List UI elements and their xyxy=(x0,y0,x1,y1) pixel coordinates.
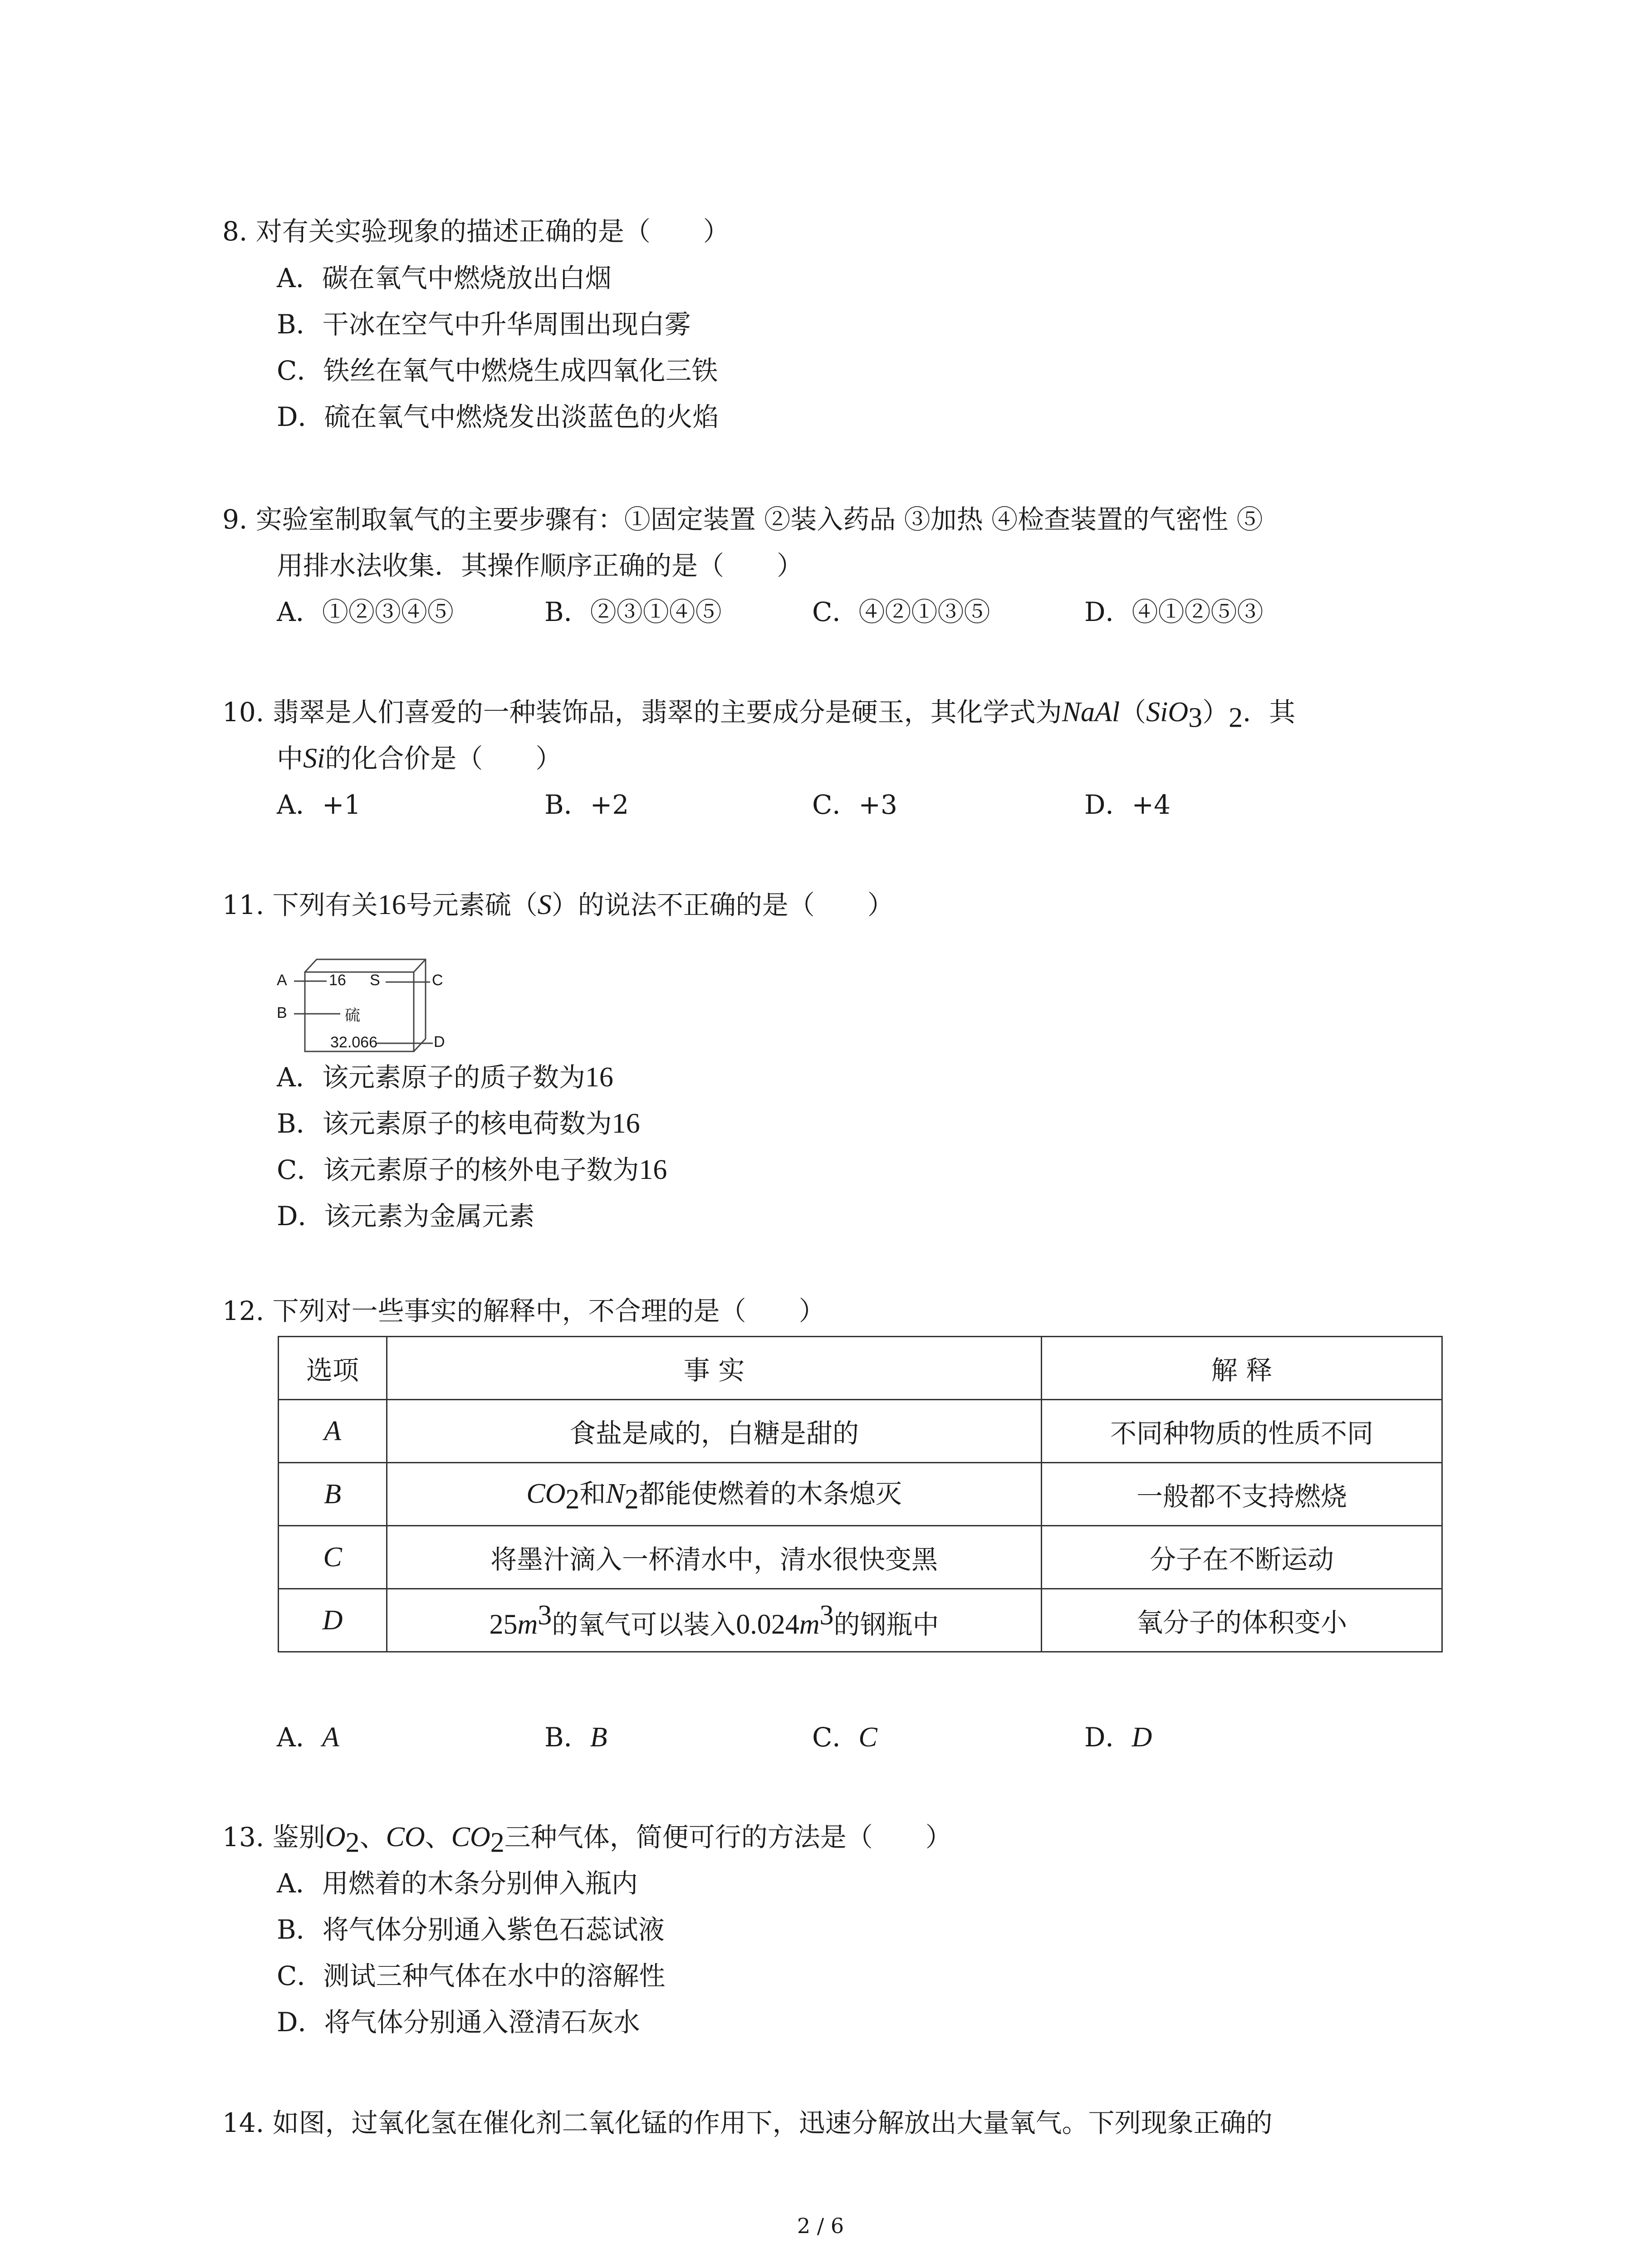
fact-co2: CO xyxy=(526,1478,566,1510)
q10-formula-sub: 2 xyxy=(1229,702,1243,733)
element-label-a: A xyxy=(277,972,287,989)
q9-stem-line1: 9. 实验室制取氧气的主要步骤有：①固定装置 ②装入药品 ③加热 ④检查装置的气密性 ⑤ xyxy=(222,504,1263,535)
q10-stem-line2 xyxy=(277,743,562,774)
fact-m-sup: 3 xyxy=(538,1599,552,1631)
header-fact: 事 实 xyxy=(387,1337,1042,1400)
fact-0024: 0.024 xyxy=(736,1609,799,1640)
row-fact: 食盐是咸的，白糖是甜的 xyxy=(387,1400,1042,1463)
q12-option-a xyxy=(277,1721,339,1753)
q13-option-a: A．用燃着的木条分别伸入瓶内 xyxy=(277,1868,638,1899)
q13-stem-post: 三种气体，简便可行的方法是（ ） xyxy=(504,1822,952,1853)
element-mass: 32.066 xyxy=(330,1034,377,1051)
q10-paren-open: （ xyxy=(1120,697,1146,728)
q11-option-a xyxy=(277,1061,613,1093)
row-explanation: 不同种物质的性质不同 xyxy=(1042,1400,1442,1463)
fact-m2-sup: 3 xyxy=(819,1599,834,1631)
q10-formula-inner: SiO xyxy=(1146,697,1189,728)
q11-option-b-num: 16 xyxy=(612,1108,640,1139)
q13-gas-co2-sub: 2 xyxy=(490,1827,505,1858)
row-option: D xyxy=(279,1589,387,1652)
q8-option-d: D．硫在氧气中燃烧发出淡蓝色的火焰 xyxy=(277,401,719,432)
fact-n2-sub: 2 xyxy=(624,1484,639,1515)
row-explanation: 分子在不断运动 xyxy=(1042,1526,1442,1589)
q11-option-a-num: 16 xyxy=(585,1062,613,1093)
element-symbol: S xyxy=(370,972,380,989)
q11-stem-pre: 11. 下列有关 xyxy=(222,890,378,920)
q13-option-d: D．将气体分别通入澄清石灰水 xyxy=(277,2007,640,2038)
row-explanation: 氧分子的体积变小 xyxy=(1042,1589,1442,1652)
element-label-b: B xyxy=(277,1004,287,1022)
facts-table xyxy=(278,1336,1443,1652)
row-option: C xyxy=(279,1526,387,1589)
table-header-row xyxy=(279,1337,1442,1400)
q10-line2-pre: 中 xyxy=(277,743,304,774)
q10-line2-element: Si xyxy=(303,743,325,774)
element-atomic-number: 16 xyxy=(329,972,346,989)
q10-option-d: D．+4 xyxy=(1084,789,1171,820)
row-fact: 将墨汁滴入一杯清水中，清水很快变黑 xyxy=(387,1526,1042,1589)
table-row xyxy=(279,1400,1442,1463)
q10-stem-end: ．其 xyxy=(1243,697,1296,728)
table-row xyxy=(279,1526,1442,1589)
q13-gas-co2: CO xyxy=(451,1822,490,1853)
q9-option-c: C．④②①③⑤ xyxy=(812,596,990,627)
q11-option-b-text: B．该元素原子的核电荷数为 xyxy=(277,1108,612,1139)
row-option: A xyxy=(279,1400,387,1463)
q11-stem-num: 16 xyxy=(377,890,406,920)
q12-option-b xyxy=(544,1721,607,1753)
q8-option-c: C．铁丝在氧气中燃烧生成四氧化三铁 xyxy=(277,355,718,386)
q8-option-b: B．干冰在空气中升华周围出现白雾 xyxy=(277,309,691,340)
q12-stem: 12. 下列对一些事实的解释中，不合理的是（ ） xyxy=(222,1295,825,1326)
q11-stem-element: S xyxy=(537,890,552,920)
q11-option-b xyxy=(277,1108,640,1139)
q12-option-b-value: B xyxy=(590,1722,607,1753)
q10-line2-post: 的化合价是（ ） xyxy=(325,743,562,774)
q13-option-b: B．将气体分别通入紫色石蕊试液 xyxy=(277,1914,665,1945)
q13-stem-pre: 13. 鉴别 xyxy=(222,1822,325,1853)
q10-stem-text: 10. 翡翠是人们喜爱的一种装饰品，翡翠的主要成分是硬玉，其化学式为 xyxy=(222,697,1062,728)
fact-mid: 的氧气可以装入 xyxy=(552,1609,736,1640)
q9-option-a: A．①②③④⑤ xyxy=(277,596,454,627)
q12-option-c xyxy=(812,1721,877,1753)
row-option: B xyxy=(279,1463,387,1526)
q11-option-d-text: D．该元素为金属元素 xyxy=(277,1201,535,1232)
q8-option-a: A．碳在氧气中燃烧放出白烟 xyxy=(277,263,612,293)
element-card-figure xyxy=(277,955,445,1055)
row-explanation: 一般都不支持燃烧 xyxy=(1042,1463,1442,1526)
q10-formula-inner-sub: 3 xyxy=(1188,702,1203,733)
q10-paren-close: ） xyxy=(1202,697,1229,728)
q10-option-b: B．+2 xyxy=(544,789,629,820)
q9-option-d: D．④①②⑤③ xyxy=(1084,596,1264,627)
q13-gas-co: CO xyxy=(386,1822,425,1853)
q14-stem: 14. 如图，过氧化氢在催化剂二氧化锰的作用下，迅速分解放出大量氧气。下列现象正确的 xyxy=(222,2107,1273,2138)
q9-option-b: B．②③①④⑤ xyxy=(544,596,722,627)
header-option: 选项 xyxy=(279,1337,387,1400)
row-fact xyxy=(387,1589,1042,1652)
q12-option-d-value: D xyxy=(1132,1722,1152,1753)
q13-sep2: 、 xyxy=(425,1822,451,1853)
fact-and: 和 xyxy=(579,1478,606,1510)
q13-stem xyxy=(222,1821,952,1859)
header-explanation: 解 释 xyxy=(1042,1337,1442,1400)
q12-option-a-prefix: A． xyxy=(277,1722,322,1753)
q10-formula-main: NaAl xyxy=(1062,697,1120,728)
q11-option-d xyxy=(277,1200,535,1232)
q13-gas-o2: O xyxy=(325,1822,346,1853)
q11-option-c-num: 16 xyxy=(639,1154,667,1185)
q13-sep1: 、 xyxy=(359,1822,386,1853)
element-name: 硫 xyxy=(345,1007,360,1025)
q8-stem: 8. 对有关实验现象的描述正确的是（ ） xyxy=(222,216,730,247)
table-row xyxy=(279,1463,1442,1526)
element-label-d: D xyxy=(434,1033,445,1051)
fact-co2-sub: 2 xyxy=(565,1484,580,1515)
q11-option-c xyxy=(277,1154,667,1186)
fact-end: 的钢瓶中 xyxy=(833,1609,939,1640)
page-number: 2 / 6 xyxy=(797,2214,844,2238)
row-fact xyxy=(387,1463,1042,1526)
q12-option-d-prefix: D． xyxy=(1084,1722,1132,1753)
q13-gas-o2-sub: 2 xyxy=(345,1827,360,1858)
q12-option-d xyxy=(1084,1721,1152,1753)
q10-stem-line1 xyxy=(222,696,1295,734)
q11-option-c-text: C．该元素原子的核外电子数为 xyxy=(277,1154,639,1185)
q9-stem-line2: 用排水法收集．其操作顺序正确的是（ ） xyxy=(277,550,803,581)
q12-option-c-value: C xyxy=(858,1722,877,1753)
q12-option-b-prefix: B． xyxy=(544,1722,590,1753)
table-row xyxy=(279,1589,1442,1652)
q11-stem-post: ）的说法不正确的是（ ） xyxy=(551,890,894,920)
q10-option-a: A．+1 xyxy=(277,789,361,820)
q11-stem xyxy=(222,889,894,921)
fact-m2: m xyxy=(799,1609,820,1640)
q11-option-a-text: A．该元素原子的质子数为 xyxy=(277,1062,585,1093)
q11-stem-mid: 号元素硫（ xyxy=(406,890,538,920)
q12-option-c-prefix: C． xyxy=(812,1722,859,1753)
fact-n2: N xyxy=(606,1478,625,1510)
fact-25: 25 xyxy=(489,1609,518,1640)
q13-option-c: C．测试三种气体在水中的溶解性 xyxy=(277,1960,666,1991)
fact-rest: 都能使燃着的木条熄灭 xyxy=(638,1478,902,1510)
q10-option-c: C．+3 xyxy=(812,789,897,820)
fact-m: m xyxy=(517,1609,538,1640)
element-label-c: C xyxy=(432,972,443,989)
q12-option-a-value: A xyxy=(322,1722,339,1753)
